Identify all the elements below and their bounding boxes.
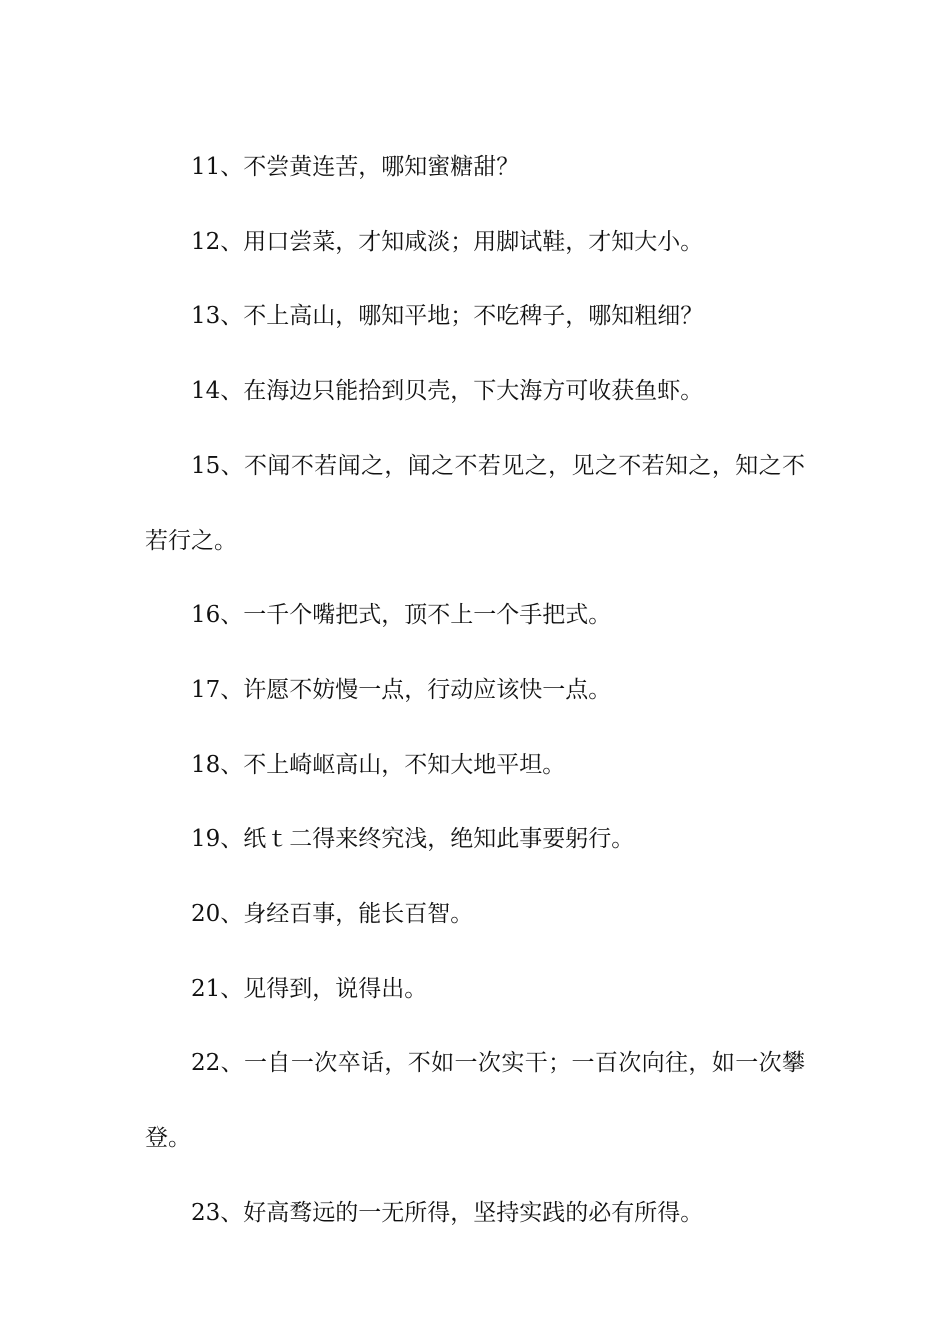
proverb-item-11: 11、不尝黄连苦，哪知蜜糖甜？ [191, 154, 520, 180]
proverb-item-21: 21、见得到，说得出。 [191, 975, 428, 1002]
proverb-item-16: 16、一千个嘴把式，顶不上一个手把式。 [191, 602, 612, 629]
proverb-item-15: 15、不闻不若闻之，闻之不若见之，见之不若知之，知之不若行之。 [145, 452, 805, 554]
proverb-item-17: 17、许愿不妨慢一点，行动应该快一点。 [191, 676, 612, 703]
proverb-item-12: 12、用口尝菜，才知咸淡；用脚试鞋，才知大小。 [191, 228, 704, 255]
proverb-item-20: 20、身经百事，能长百智。 [191, 901, 474, 928]
proverb-item-23: 23、好高骛远的一无所得，坚持实践的必有所得。 [191, 1199, 704, 1226]
proverb-item-18: 18、不上崎岖高山，不知大地平坦。 [191, 751, 566, 778]
proverb-item-13: 13、不上高山，哪知平地；不吃稗子，哪知粗细？ [191, 303, 704, 330]
proverb-item-14: 14、在海边只能拾到贝壳，下大海方可收获鱼虾。 [191, 378, 704, 405]
proverb-list [145, 130, 805, 1251]
proverb-item-19: 19、纸ｔ二得来终究浅，绝知此事要躬行。 [191, 826, 635, 853]
proverb-item-22: 22、一自一次卒话，不如一次实干；一百次向往，如一次攀登。 [145, 1050, 805, 1152]
